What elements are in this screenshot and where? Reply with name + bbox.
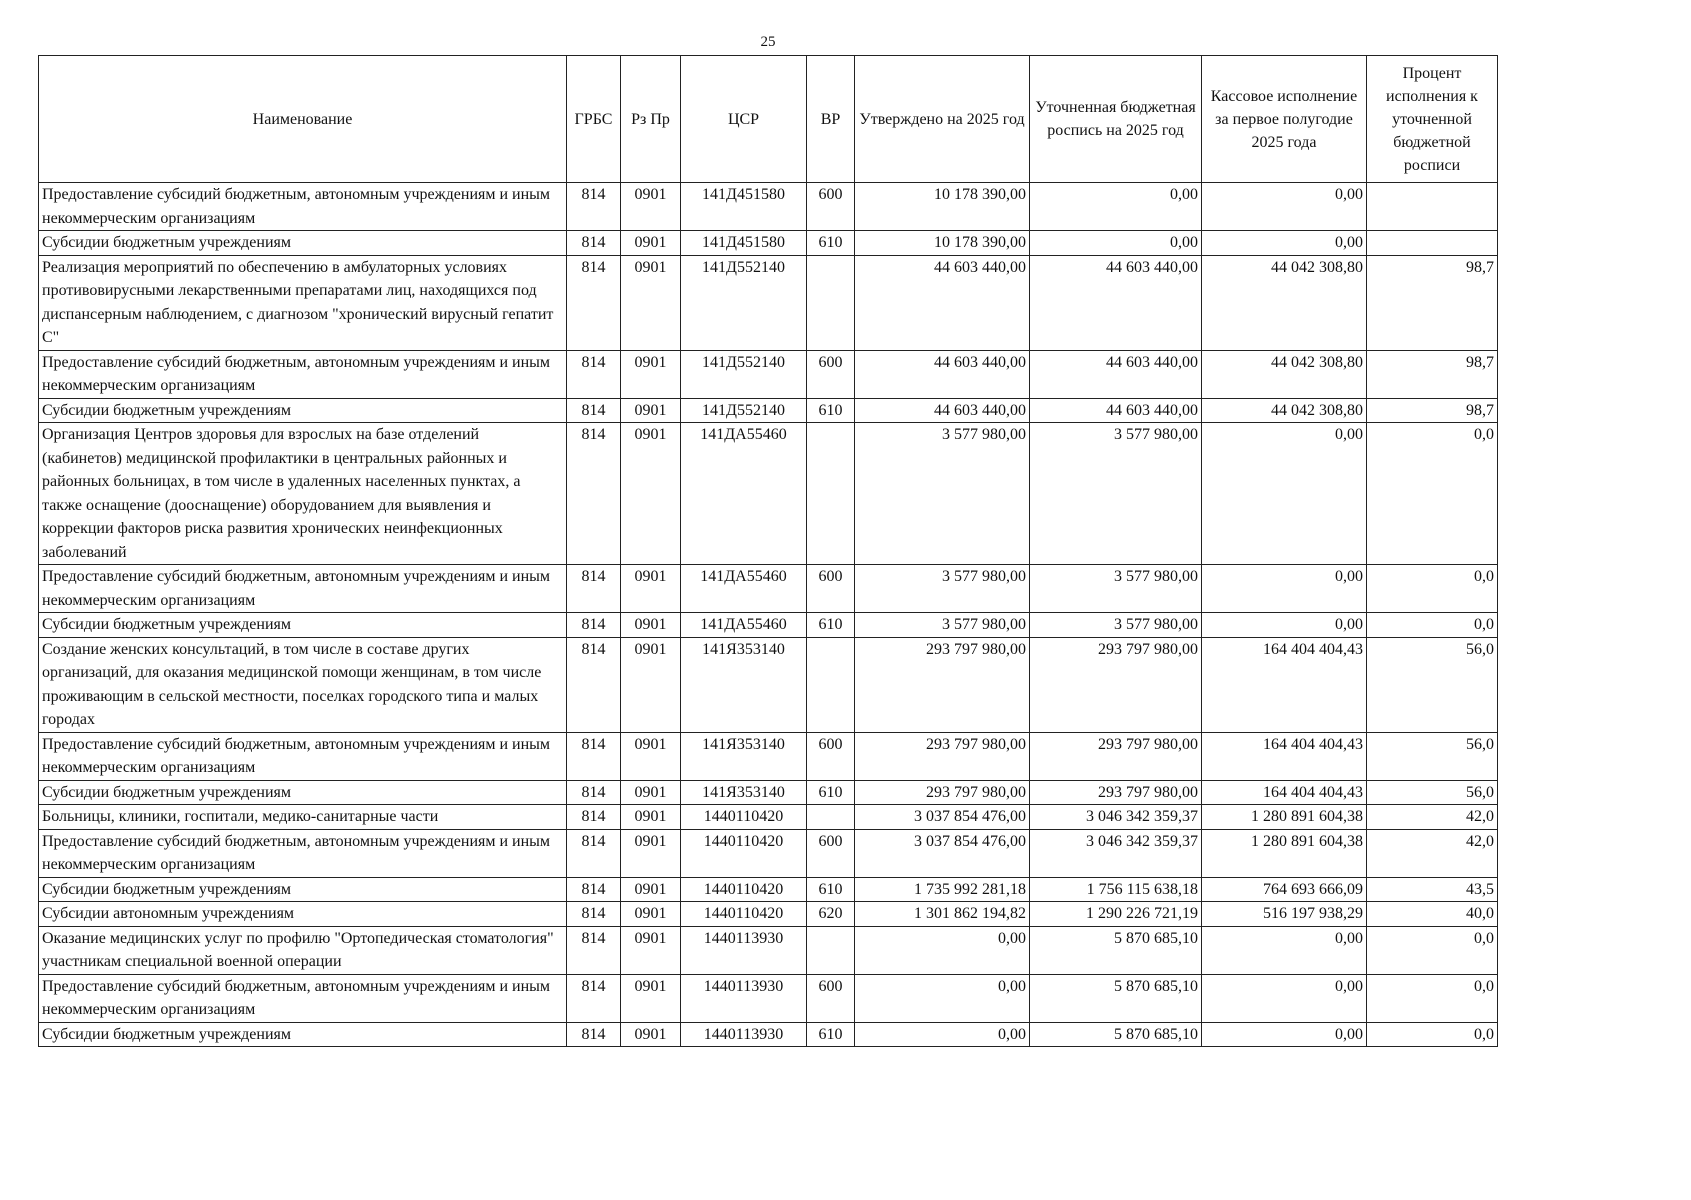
row-csr-cell: 1440113930 [681,974,807,1022]
row-refined-cell: 293 797 980,00 [1030,780,1202,805]
row-grbs-cell: 814 [567,231,621,256]
row-rzpr-cell: 0901 [621,255,681,350]
table-row [39,780,1498,805]
row-cash-cell: 516 197 938,29 [1202,902,1367,927]
row-approved-cell: 3 577 980,00 [855,613,1030,638]
row-approved-cell: 1 301 862 194,82 [855,902,1030,927]
row-refined-cell: 44 603 440,00 [1030,255,1202,350]
row-name-cell: Предоставление субсидий бюджетным, автономным учреждениям и иным некоммерческим организациям [39,350,567,398]
row-rzpr-cell: 0901 [621,231,681,256]
row-cash-cell: 44 042 308,80 [1202,350,1367,398]
row-grbs-cell: 814 [567,877,621,902]
row-rzpr-cell: 0901 [621,423,681,565]
row-approved-cell: 293 797 980,00 [855,780,1030,805]
row-csr-cell: 141Д552140 [681,255,807,350]
row-grbs-cell: 814 [567,829,621,877]
table-row [39,877,1498,902]
page-number: 25 [760,34,776,50]
row-cash-cell: 0,00 [1202,926,1367,974]
col-header-vr: ВР [807,56,855,183]
row-percent-cell: 98,7 [1367,255,1498,350]
row-cash-cell: 0,00 [1202,1022,1367,1047]
row-csr-cell: 141ДА55460 [681,613,807,638]
row-csr-cell: 1440110420 [681,902,807,927]
row-cash-cell: 164 404 404,43 [1202,732,1367,780]
row-name-cell: Предоставление субсидий бюджетным, автономным учреждениям и иным некоммерческим организациям [39,183,567,231]
table-row [39,255,1498,350]
table-row [39,829,1498,877]
row-name-cell: Организация Центров здоровья для взрослых на базе отделений (кабинетов) медицинской профилактики в центральных районных и районных больницах, в том числе в удаленных населенных пунктах, а также оснащение (дооснащение) оборудованием для выявления и коррекции факторов риска развития хронических неинфекционных заболеваний [39,423,567,565]
row-grbs-cell: 814 [567,780,621,805]
row-csr-cell: 141Д451580 [681,231,807,256]
row-vr-cell: 610 [807,877,855,902]
table-row [39,231,1498,256]
row-grbs-cell: 814 [567,732,621,780]
row-csr-cell: 1440110420 [681,829,807,877]
row-vr-cell: 610 [807,398,855,423]
table-row [39,926,1498,974]
row-percent-cell: 42,0 [1367,805,1498,830]
row-name-cell: Предоставление субсидий бюджетным, автономным учреждениям и иным некоммерческим организациям [39,732,567,780]
row-rzpr-cell: 0901 [621,926,681,974]
row-approved-cell: 3 037 854 476,00 [855,829,1030,877]
table-row [39,423,1498,565]
row-name-cell: Субсидии бюджетным учреждениям [39,613,567,638]
row-grbs-cell: 814 [567,398,621,423]
table-row [39,183,1498,231]
row-cash-cell: 1 280 891 604,38 [1202,805,1367,830]
row-cash-cell: 0,00 [1202,231,1367,256]
col-header-rzpr: Рз Пр [621,56,681,183]
col-header-name: Наименование [39,56,567,183]
row-grbs-cell: 814 [567,183,621,231]
row-grbs-cell: 814 [567,1022,621,1047]
header-row [39,56,1498,183]
row-name-cell: Субсидии бюджетным учреждениям [39,231,567,256]
row-approved-cell: 0,00 [855,974,1030,1022]
row-csr-cell: 141Д552140 [681,350,807,398]
row-cash-cell: 0,00 [1202,974,1367,1022]
row-grbs-cell: 814 [567,565,621,613]
row-approved-cell: 1 735 992 281,18 [855,877,1030,902]
row-cash-cell: 164 404 404,43 [1202,780,1367,805]
row-name-cell: Реализация мероприятий по обеспечению в амбулаторных условиях противовирусными лекарственными препаратами лиц, находящихся под диспансерным наблюдением, с диагнозом "хронический вирусный гепатит С" [39,255,567,350]
row-percent-cell [1367,231,1498,256]
row-refined-cell: 5 870 685,10 [1030,974,1202,1022]
row-approved-cell: 3 037 854 476,00 [855,805,1030,830]
col-header-refined: Уточненная бюджетная роспись на 2025 год [1030,56,1202,183]
row-cash-cell: 164 404 404,43 [1202,637,1367,732]
row-refined-cell: 293 797 980,00 [1030,637,1202,732]
row-csr-cell: 1440113930 [681,1022,807,1047]
row-grbs-cell: 814 [567,637,621,732]
row-vr-cell: 610 [807,613,855,638]
row-percent-cell: 0,0 [1367,1022,1498,1047]
row-percent-cell: 0,0 [1367,423,1498,565]
table-row [39,974,1498,1022]
row-rzpr-cell: 0901 [621,780,681,805]
row-refined-cell: 3 577 980,00 [1030,613,1202,638]
col-header-grbs: ГРБС [567,56,621,183]
row-rzpr-cell: 0901 [621,613,681,638]
row-refined-cell: 0,00 [1030,183,1202,231]
row-name-cell: Создание женских консультаций, в том числе в составе других организаций, для оказания медицинской помощи женщинам, в том числе проживающим в сельской местности, поселках городского типа и малых городах [39,637,567,732]
row-approved-cell: 44 603 440,00 [855,350,1030,398]
row-rzpr-cell: 0901 [621,877,681,902]
row-refined-cell: 3 577 980,00 [1030,423,1202,565]
row-vr-cell: 600 [807,829,855,877]
row-vr-cell: 600 [807,732,855,780]
row-csr-cell: 1440110420 [681,805,807,830]
row-refined-cell: 5 870 685,10 [1030,926,1202,974]
row-grbs-cell: 814 [567,902,621,927]
table-row [39,1022,1498,1047]
row-percent-cell: 56,0 [1367,780,1498,805]
table-row [39,613,1498,638]
table-row [39,805,1498,830]
row-vr-cell: 600 [807,183,855,231]
row-approved-cell: 293 797 980,00 [855,637,1030,732]
col-header-approved: Утверждено на 2025 год [855,56,1030,183]
row-vr-cell [807,255,855,350]
row-name-cell: Субсидии бюджетным учреждениям [39,398,567,423]
col-header-cash: Кассовое исполнение за первое полугодие 2025 года [1202,56,1367,183]
row-grbs-cell: 814 [567,255,621,350]
row-percent-cell: 56,0 [1367,637,1498,732]
row-csr-cell: 141Я353140 [681,780,807,805]
table-row [39,398,1498,423]
row-approved-cell: 10 178 390,00 [855,231,1030,256]
row-name-cell: Предоставление субсидий бюджетным, автономным учреждениям и иным некоммерческим организациям [39,565,567,613]
row-csr-cell: 141ДА55460 [681,423,807,565]
row-refined-cell: 1 290 226 721,19 [1030,902,1202,927]
row-refined-cell: 3 046 342 359,37 [1030,829,1202,877]
budget-table [38,55,1498,1047]
row-percent-cell: 40,0 [1367,902,1498,927]
row-name-cell: Больницы, клиники, госпитали, медико-санитарные части [39,805,567,830]
row-name-cell: Оказание медицинских услуг по профилю "Ортопедическая стоматология" участникам специальной военной операции [39,926,567,974]
row-name-cell: Предоставление субсидий бюджетным, автономным учреждениям и иным некоммерческим организациям [39,829,567,877]
row-name-cell: Субсидии бюджетным учреждениям [39,1022,567,1047]
row-percent-cell: 98,7 [1367,398,1498,423]
row-csr-cell: 141Д451580 [681,183,807,231]
row-percent-cell: 0,0 [1367,926,1498,974]
row-rzpr-cell: 0901 [621,902,681,927]
table-row [39,350,1498,398]
row-grbs-cell: 814 [567,613,621,638]
row-csr-cell: 141ДА55460 [681,565,807,613]
row-name-cell: Предоставление субсидий бюджетным, автономным учреждениям и иным некоммерческим организациям [39,974,567,1022]
row-grbs-cell: 814 [567,350,621,398]
row-csr-cell: 1440113930 [681,926,807,974]
row-refined-cell: 44 603 440,00 [1030,350,1202,398]
row-vr-cell: 600 [807,565,855,613]
row-vr-cell: 620 [807,902,855,927]
row-cash-cell: 0,00 [1202,183,1367,231]
row-percent-cell: 43,5 [1367,877,1498,902]
row-rzpr-cell: 0901 [621,974,681,1022]
row-cash-cell: 44 042 308,80 [1202,398,1367,423]
row-cash-cell: 764 693 666,09 [1202,877,1367,902]
row-percent-cell: 56,0 [1367,732,1498,780]
row-approved-cell: 0,00 [855,926,1030,974]
row-refined-cell: 44 603 440,00 [1030,398,1202,423]
row-approved-cell: 3 577 980,00 [855,423,1030,565]
table-row [39,902,1498,927]
row-grbs-cell: 814 [567,974,621,1022]
row-cash-cell: 44 042 308,80 [1202,255,1367,350]
row-vr-cell [807,637,855,732]
row-refined-cell: 1 756 115 638,18 [1030,877,1202,902]
row-vr-cell [807,805,855,830]
row-rzpr-cell: 0901 [621,183,681,231]
row-refined-cell: 0,00 [1030,231,1202,256]
row-grbs-cell: 814 [567,805,621,830]
row-vr-cell [807,926,855,974]
row-vr-cell: 610 [807,231,855,256]
row-approved-cell: 10 178 390,00 [855,183,1030,231]
row-vr-cell: 600 [807,350,855,398]
row-vr-cell: 600 [807,974,855,1022]
table-row [39,732,1498,780]
table-row [39,637,1498,732]
row-approved-cell: 3 577 980,00 [855,565,1030,613]
row-name-cell: Субсидии бюджетным учреждениям [39,877,567,902]
row-refined-cell: 3 577 980,00 [1030,565,1202,613]
row-csr-cell: 141Я353140 [681,637,807,732]
row-rzpr-cell: 0901 [621,398,681,423]
row-refined-cell: 3 046 342 359,37 [1030,805,1202,830]
row-percent-cell: 98,7 [1367,350,1498,398]
row-cash-cell: 1 280 891 604,38 [1202,829,1367,877]
row-refined-cell: 293 797 980,00 [1030,732,1202,780]
row-percent-cell: 0,0 [1367,974,1498,1022]
col-header-csr: ЦСР [681,56,807,183]
row-approved-cell: 44 603 440,00 [855,255,1030,350]
row-refined-cell: 5 870 685,10 [1030,1022,1202,1047]
row-vr-cell: 610 [807,780,855,805]
row-grbs-cell: 814 [567,926,621,974]
row-cash-cell: 0,00 [1202,565,1367,613]
row-rzpr-cell: 0901 [621,350,681,398]
row-rzpr-cell: 0901 [621,637,681,732]
row-approved-cell: 0,00 [855,1022,1030,1047]
row-percent-cell [1367,183,1498,231]
row-csr-cell: 141Д552140 [681,398,807,423]
row-percent-cell: 42,0 [1367,829,1498,877]
table-row [39,565,1498,613]
row-grbs-cell: 814 [567,423,621,565]
row-approved-cell: 293 797 980,00 [855,732,1030,780]
row-rzpr-cell: 0901 [621,732,681,780]
row-vr-cell [807,423,855,565]
row-name-cell: Субсидии бюджетным учреждениям [39,780,567,805]
row-csr-cell: 1440110420 [681,877,807,902]
row-percent-cell: 0,0 [1367,613,1498,638]
row-csr-cell: 141Я353140 [681,732,807,780]
col-header-percent: Процент исполнения к уточненной бюджетной росписи [1367,56,1498,183]
row-cash-cell: 0,00 [1202,423,1367,565]
row-percent-cell: 0,0 [1367,565,1498,613]
row-vr-cell: 610 [807,1022,855,1047]
row-rzpr-cell: 0901 [621,805,681,830]
row-rzpr-cell: 0901 [621,1022,681,1047]
row-approved-cell: 44 603 440,00 [855,398,1030,423]
row-rzpr-cell: 0901 [621,829,681,877]
row-cash-cell: 0,00 [1202,613,1367,638]
row-name-cell: Субсидии автономным учреждениям [39,902,567,927]
row-rzpr-cell: 0901 [621,565,681,613]
